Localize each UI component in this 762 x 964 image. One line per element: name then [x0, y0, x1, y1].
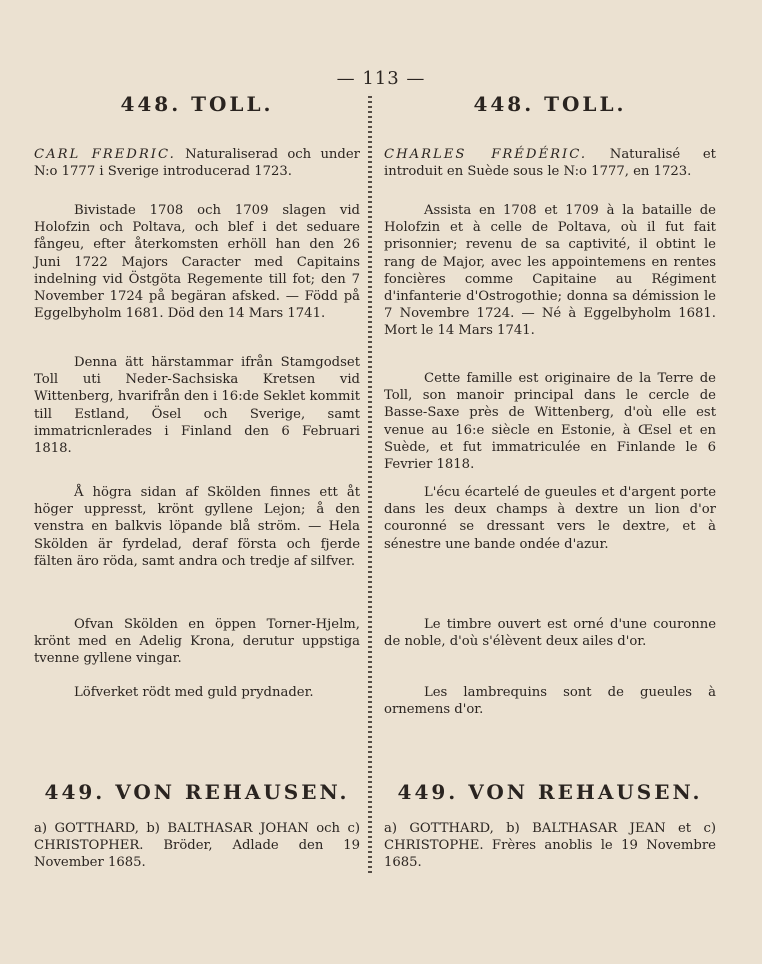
paragraph-origin-fr: Cette famille est originaire de la Terre de Toll, son manoir principal dans le cercle de Basse-Saxe près de Wittenberg, d'où elle est venue au 16:e siècle en Estonie, à Œsel et en Suède, et fut immatriculée en Finlande le 6 Fevrier 1818. — [384, 371, 716, 473]
entry-intro-text-fr: Naturalisé et introduit en Suède sous le N:o 1777, en 1723. — [384, 147, 716, 180]
entry-intro-sv — [34, 146, 360, 180]
family-heading-toll-fr: 448. TOLL. — [473, 92, 627, 116]
paragraph-service-sv: Bivistade 1708 och 1709 slagen vid Holofzin och Poltava, och blef i det seduare fångeu, efter återkomsten erhöll han den 26 Juni 1722 Majors Caracter med Capitains indelning vid Östgöta Regemente till fot; den 7 November 1724 på begäran afsked. — Född på Eggelbyholm 1681. Död den 14 Mars 1741. — [34, 203, 360, 322]
entry-rehausen-fr: a) GOTTHARD, b) BALTHASAR JEAN et c) CHRISTOPHE. Frères anoblis le 19 Novembre 1685. — [384, 821, 716, 871]
paragraph-origin-sv: Denna ätt härstammar ifrån Stamgodset Toll uti Neder-Sachsiska Kretsen vid Wittenberg, hvarifrån den i 16:de Seklet kommit till Estland, Ösel och Sverige, samt immatricnlerades i Finland den 6 Februari 1818. — [34, 355, 360, 457]
paragraph-mantling-fr: Les lambrequins sont de gueules à ornemens d'or. — [384, 685, 716, 718]
family-heading-rehausen-sv: 449. VON REHAUSEN. — [44, 780, 350, 804]
entry-name-sv: CARL FREDRIC. — [34, 147, 176, 162]
entry-intro-text-sv: Naturaliserad och under N:o 1777 i Sverige introducerad 1723. — [34, 147, 360, 180]
entry-rehausen-sv: a) GOTTHARD, b) BALTHASAR JOHAN och c) CHRISTOPHER. Bröder, Adlade den 19 November 1685. — [34, 821, 360, 871]
paragraph-shield-fr: L'écu écartelé de gueules et d'argent porte dans les deux champs à dextre un lion d'or couronné se dressant vers le dextre, et à sénestre une bande ondée d'azur. — [384, 485, 716, 552]
family-heading-toll-sv: 448. TOLL. — [120, 92, 274, 116]
paragraph-service-fr: Assista en 1708 et 1709 à la bataille de Holofzin et à celle de Poltava, où il fut fait prisonnier; revenu de sa captivité, il obtint le rang de Major, avec les appointemens en rentes foncières comme Capitaine au Régiment d'infanterie d'Ostrogothie; donna sa démission le 7 Novembre 1724. — Né à Eggelbyholm 1681. Mort le 14 Mars 1741. — [384, 203, 716, 339]
paragraph-mantling-sv: Löfverket rödt med guld prydnader. — [74, 685, 314, 700]
entry-name-fr: CHARLES FRÉDÉRIC. — [384, 147, 588, 162]
paragraph-helm-sv: Ofvan Skölden en öppen Torner-Hjelm, krönt med en Adelig Krona, derutur uppstiga tvenne gyllene vingar. — [34, 617, 360, 667]
entry-intro-fr — [384, 146, 716, 180]
paragraph-shield-sv: Å högra sidan af Skölden finnes ett åt höger uppresst, krönt gyllene Lejon; å den venstra en balkvis löpande blå ström. — Hela Skölden är fyrdelad, deraf första och fjerde fälten äro röda, samt andra och tredje af silfver. — [34, 485, 360, 569]
page-number: — 113 — — [336, 68, 426, 89]
column-divider — [368, 96, 372, 876]
family-heading-rehausen-fr: 449. VON REHAUSEN. — [397, 780, 703, 804]
paragraph-helm-fr: Le timbre ouvert est orné d'une couronne de noble, d'où s'élèvent deux ailes d'or. — [384, 617, 716, 650]
